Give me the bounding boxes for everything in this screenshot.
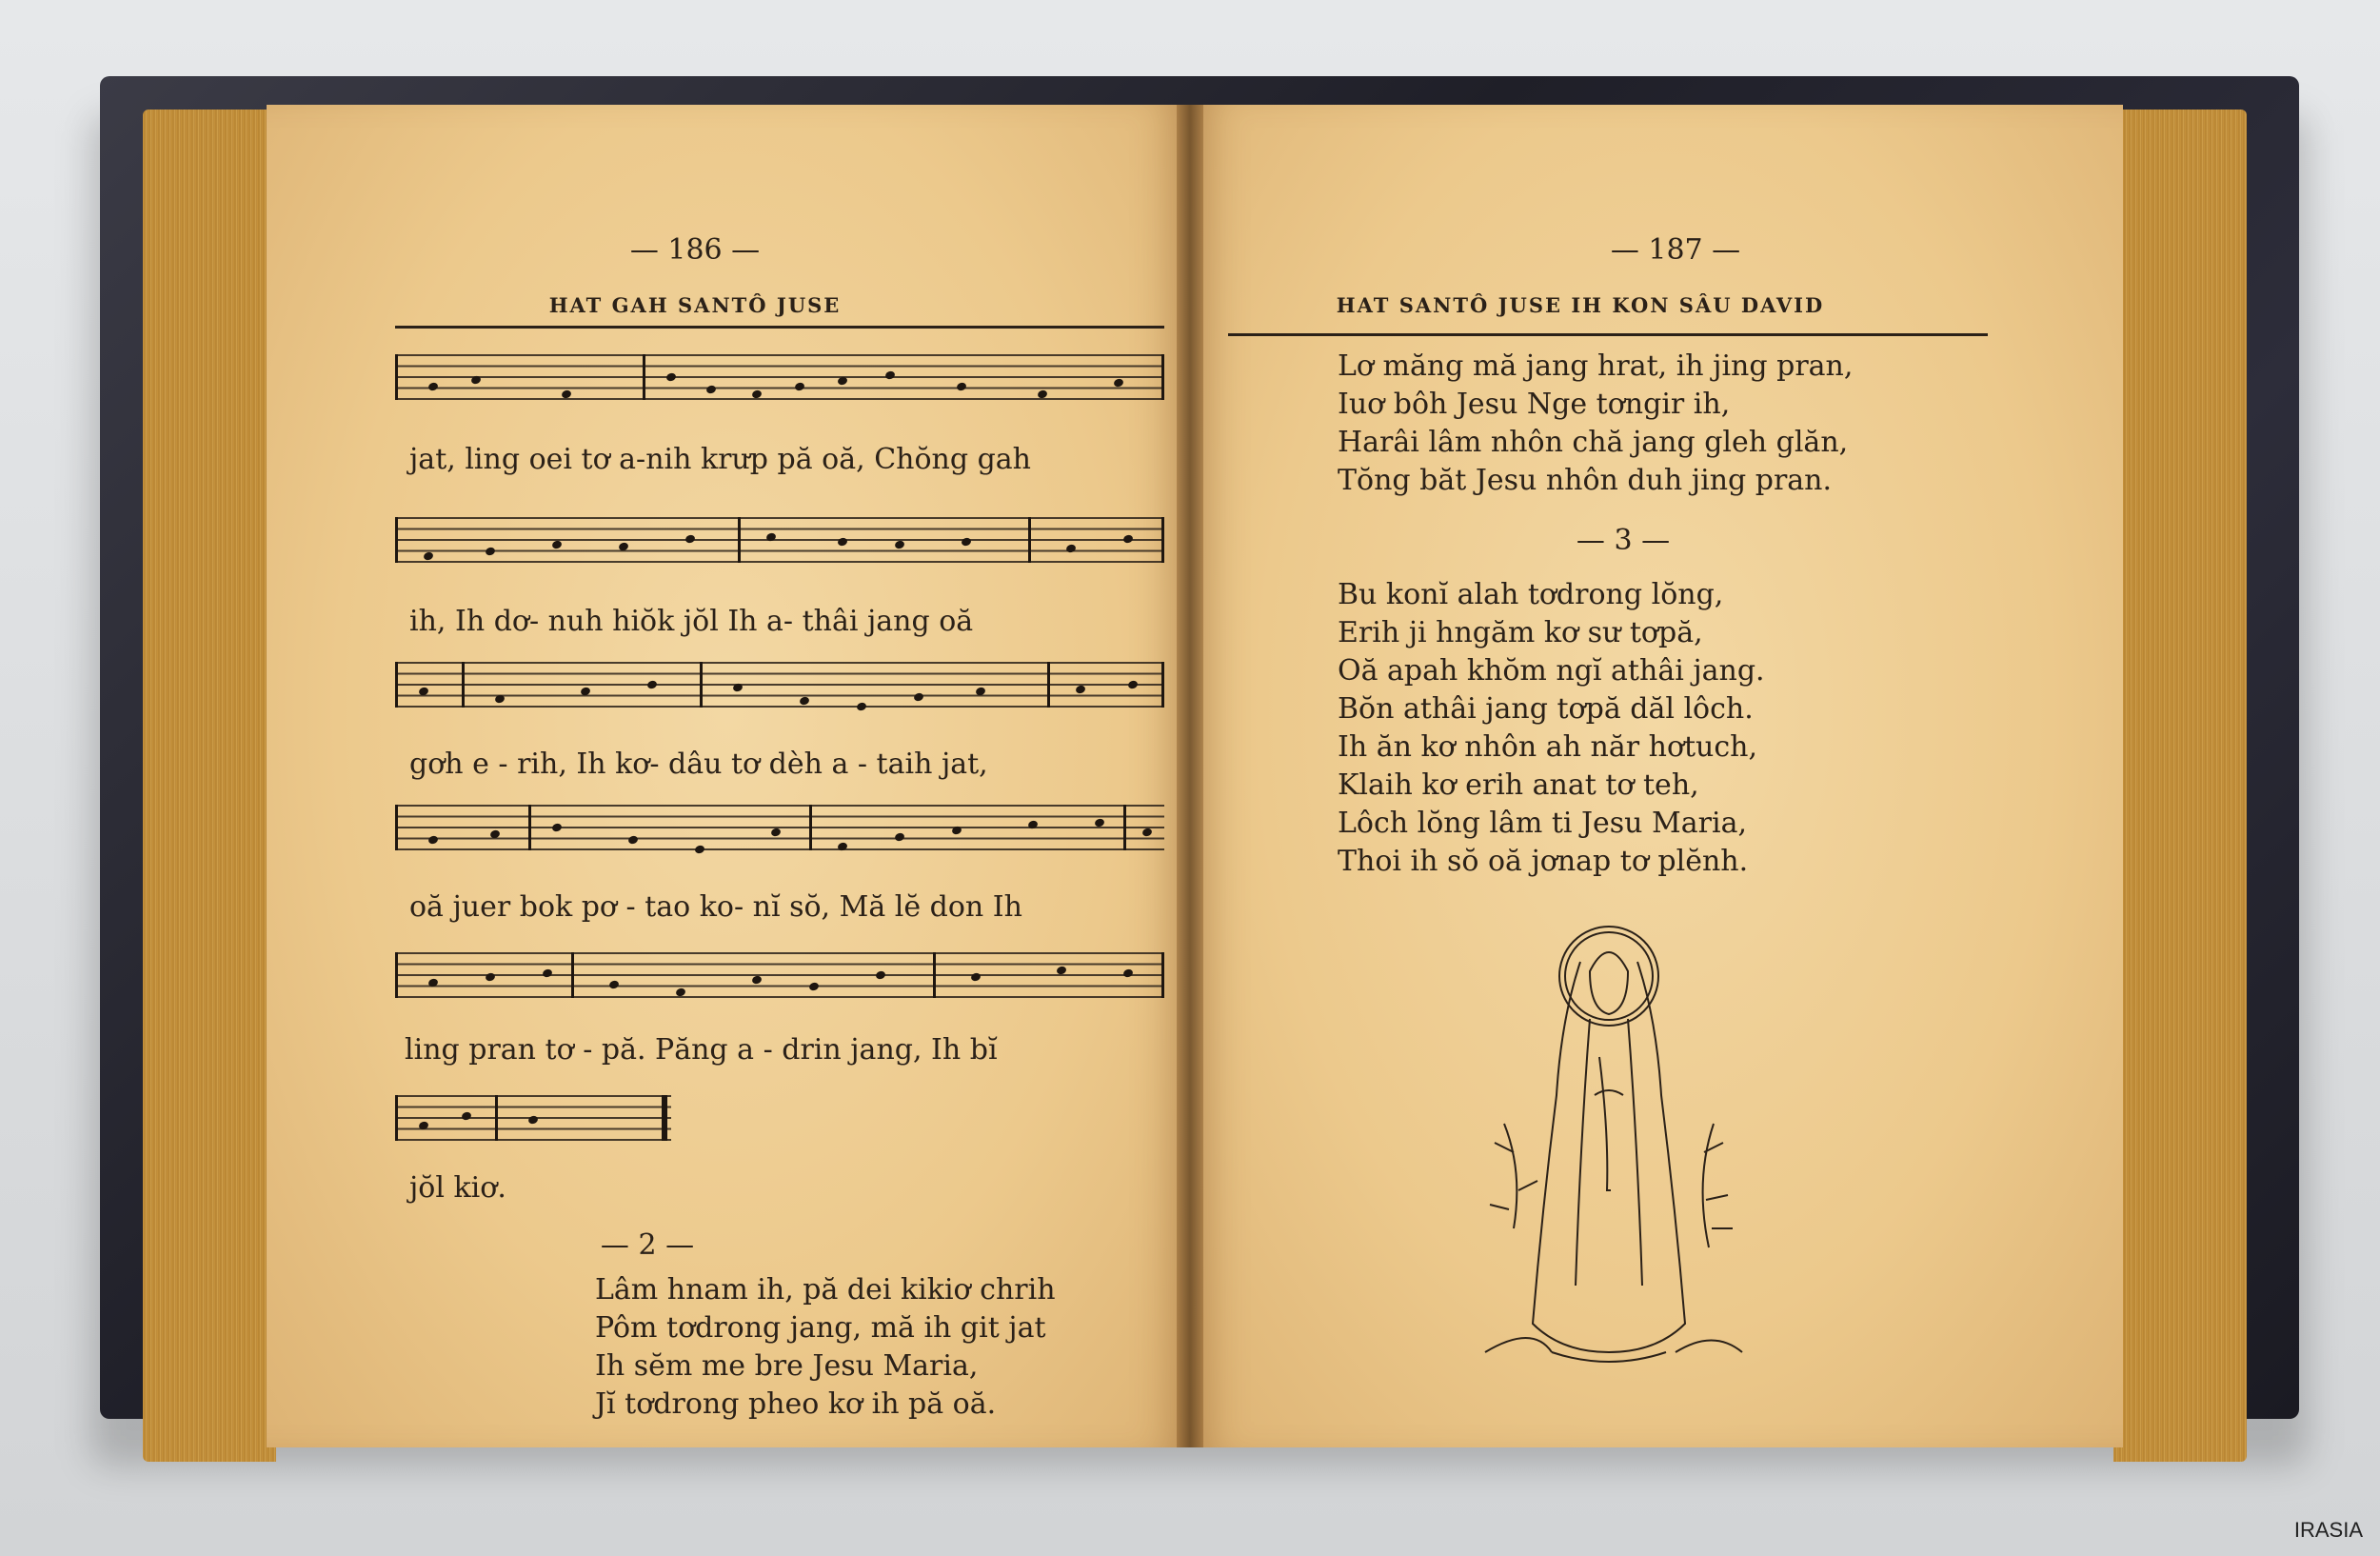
staff-barline <box>462 662 465 708</box>
staff-barline <box>395 354 398 400</box>
staff-barline <box>571 952 574 998</box>
running-head: HAT GAH SANTÔ JUSE <box>548 293 842 317</box>
verse-line: Bu konĭ alah tơdrong lŏng, <box>1338 578 1724 611</box>
lyric-line: gơh e - rih, Ih kơ- dâu tơ dèh a - taih jat, <box>409 748 988 781</box>
page-number: — 187 — <box>1610 233 1741 267</box>
staff-barline <box>395 662 398 708</box>
header-rule <box>395 326 1164 329</box>
verse-line: Thoi ih sŏ oă jơnap tơ plĕnh. <box>1338 845 1749 878</box>
stanza-block <box>595 1271 1056 1424</box>
staff-barline <box>1161 662 1164 708</box>
left-page <box>267 105 1190 1447</box>
stanza-number: — 2 — <box>600 1228 695 1262</box>
staff-barline <box>1047 662 1050 708</box>
stanza-number: — 3 — <box>1576 524 1671 557</box>
music-staff <box>395 354 1164 400</box>
page-edges-left <box>143 110 276 1462</box>
staff-barline <box>738 517 741 563</box>
verse-line: Bŏn athâi jang tơpă dăl lôch. <box>1338 692 1754 726</box>
staff-barline <box>809 805 812 850</box>
music-staff <box>395 517 1164 563</box>
music-staff <box>395 952 1164 998</box>
staff-barline <box>395 1095 398 1141</box>
running-head: HAT SANTÔ JUSE IH KON SÂU DAVID <box>1336 293 1825 317</box>
verse-line: Harâi lâm nhôn chă jang gleh glăn, <box>1338 426 1849 459</box>
staff-barline <box>528 805 531 850</box>
final-barline <box>662 1095 667 1141</box>
verse-line: Klaih kơ erih anat tơ teh, <box>1338 768 1699 802</box>
right-page <box>1190 105 2123 1447</box>
watermark: IRASIA <box>2293 1518 2363 1542</box>
staff-barline <box>495 1095 498 1141</box>
lyric-line: ih, Ih dơ- nuh hiŏk jŏl Ih a- thâi jang oă <box>409 605 974 638</box>
madonna-illustration <box>1447 905 1771 1438</box>
staff-barline <box>933 952 936 998</box>
staff-barline <box>1123 805 1126 850</box>
staff-barline <box>395 517 398 563</box>
verse-line: Lôch lŏng lâm ti Jesu Maria, <box>1338 807 1748 840</box>
staff-barline <box>643 354 645 400</box>
book-gutter <box>1177 105 1203 1447</box>
header-rule <box>1228 333 1988 336</box>
verse-line: Jĭ tơdrong pheo kơ ih pă oă. <box>595 1387 997 1421</box>
verse-block <box>1338 576 1765 881</box>
lyric-line: jat, ling oei tơ a-nih krưp pă oă, Chŏng gah <box>409 443 1031 476</box>
staff-barline <box>395 952 398 998</box>
lyric-line: ling pran tơ - pă. Păng a - drin jang, Ih bĭ <box>405 1033 998 1067</box>
verse-line: Tŏng băt Jesu nhôn duh jing pran. <box>1338 464 1833 497</box>
music-staff <box>395 805 1164 850</box>
page-edges-right <box>2113 110 2247 1462</box>
verse-line: Erih ji hngăm kơ sư tơpă, <box>1338 616 1703 649</box>
lyric-line: jŏl kiơ. <box>409 1171 506 1205</box>
staff-barline <box>1028 517 1031 563</box>
staff-barline <box>1161 354 1164 400</box>
staff-barline <box>1161 952 1164 998</box>
staff-barline <box>1161 517 1164 563</box>
page-number: — 186 — <box>629 233 761 267</box>
verse-line: Iuơ bôh Jesu Nge tơngir ih, <box>1338 388 1731 421</box>
verse-block <box>1338 348 1853 500</box>
lyric-line: oă juer bok pơ - tao ko- nĭ sŏ, Mă lĕ don Ih <box>409 890 1022 924</box>
verse-line: Ih ăn kơ nhôn ah năr hơtuch, <box>1338 730 1758 764</box>
verse-line: Lâm hnam ih, pă dei kikiơ chrih <box>595 1273 1056 1307</box>
verse-line: Lơ măng mă jang hrat, ih jing pran, <box>1338 349 1854 383</box>
staff-barline <box>395 805 398 850</box>
verse-line: Ih sĕm me bre Jesu Maria, <box>595 1349 979 1383</box>
staff-barline <box>700 662 703 708</box>
verse-line: Oă apah khŏm ngĭ athâi jang. <box>1338 654 1765 688</box>
verse-line: Pôm tơdrong jang, mă ih git jat <box>595 1311 1046 1345</box>
